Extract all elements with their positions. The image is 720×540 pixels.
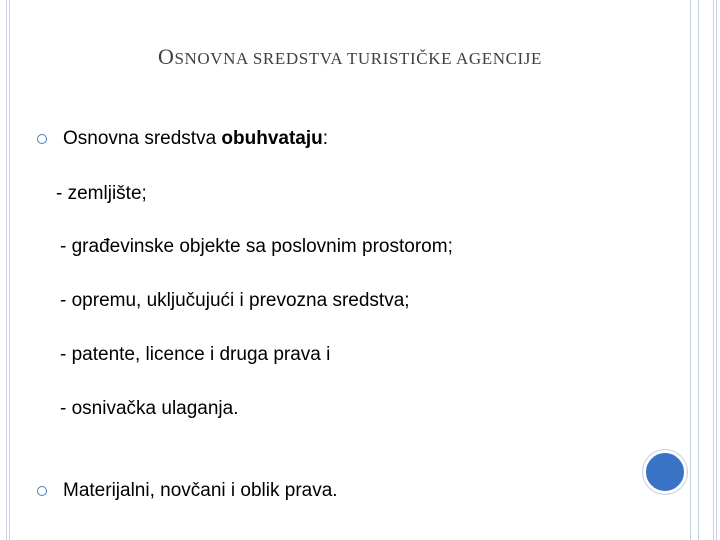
frame-line-right bbox=[698, 0, 699, 540]
frame-line-right bbox=[690, 0, 691, 540]
circle-bullet-icon bbox=[37, 486, 47, 496]
list-item: - zemljište; bbox=[56, 183, 147, 204]
frame-line-left bbox=[6, 0, 7, 540]
bullet-item bbox=[37, 128, 328, 150]
frame-line-left-inner bbox=[9, 0, 10, 540]
title-rest: SNOVNA SREDSTVA TURISTIČKE AGENCIJE bbox=[174, 49, 542, 68]
slide-title bbox=[0, 44, 700, 70]
bullet-text: Materijalni, novčani i oblik prava. bbox=[63, 480, 338, 501]
bullet-text-end: : bbox=[322, 128, 329, 149]
frame-line-right bbox=[713, 0, 714, 540]
bullet-text-start: Osnovna sredstva bbox=[63, 128, 222, 149]
list-item: - građevinske objekte sa poslovnim prostorom; bbox=[60, 236, 453, 257]
circle-bullet-icon bbox=[37, 134, 47, 144]
list-item: - opremu, uključujući i prevozna sredstva; bbox=[60, 290, 410, 311]
bullet-text bbox=[63, 128, 328, 150]
bullet-item bbox=[37, 480, 338, 502]
title-first-letter: O bbox=[158, 44, 175, 69]
list-item: - osnivačka ulaganja. bbox=[60, 398, 239, 419]
frame-line-right bbox=[716, 0, 717, 540]
list-item: - patente, licence i druga prava i bbox=[60, 344, 331, 365]
bullet-text-bold: obuhvataju bbox=[221, 128, 323, 149]
decorative-circle-icon bbox=[643, 450, 687, 494]
